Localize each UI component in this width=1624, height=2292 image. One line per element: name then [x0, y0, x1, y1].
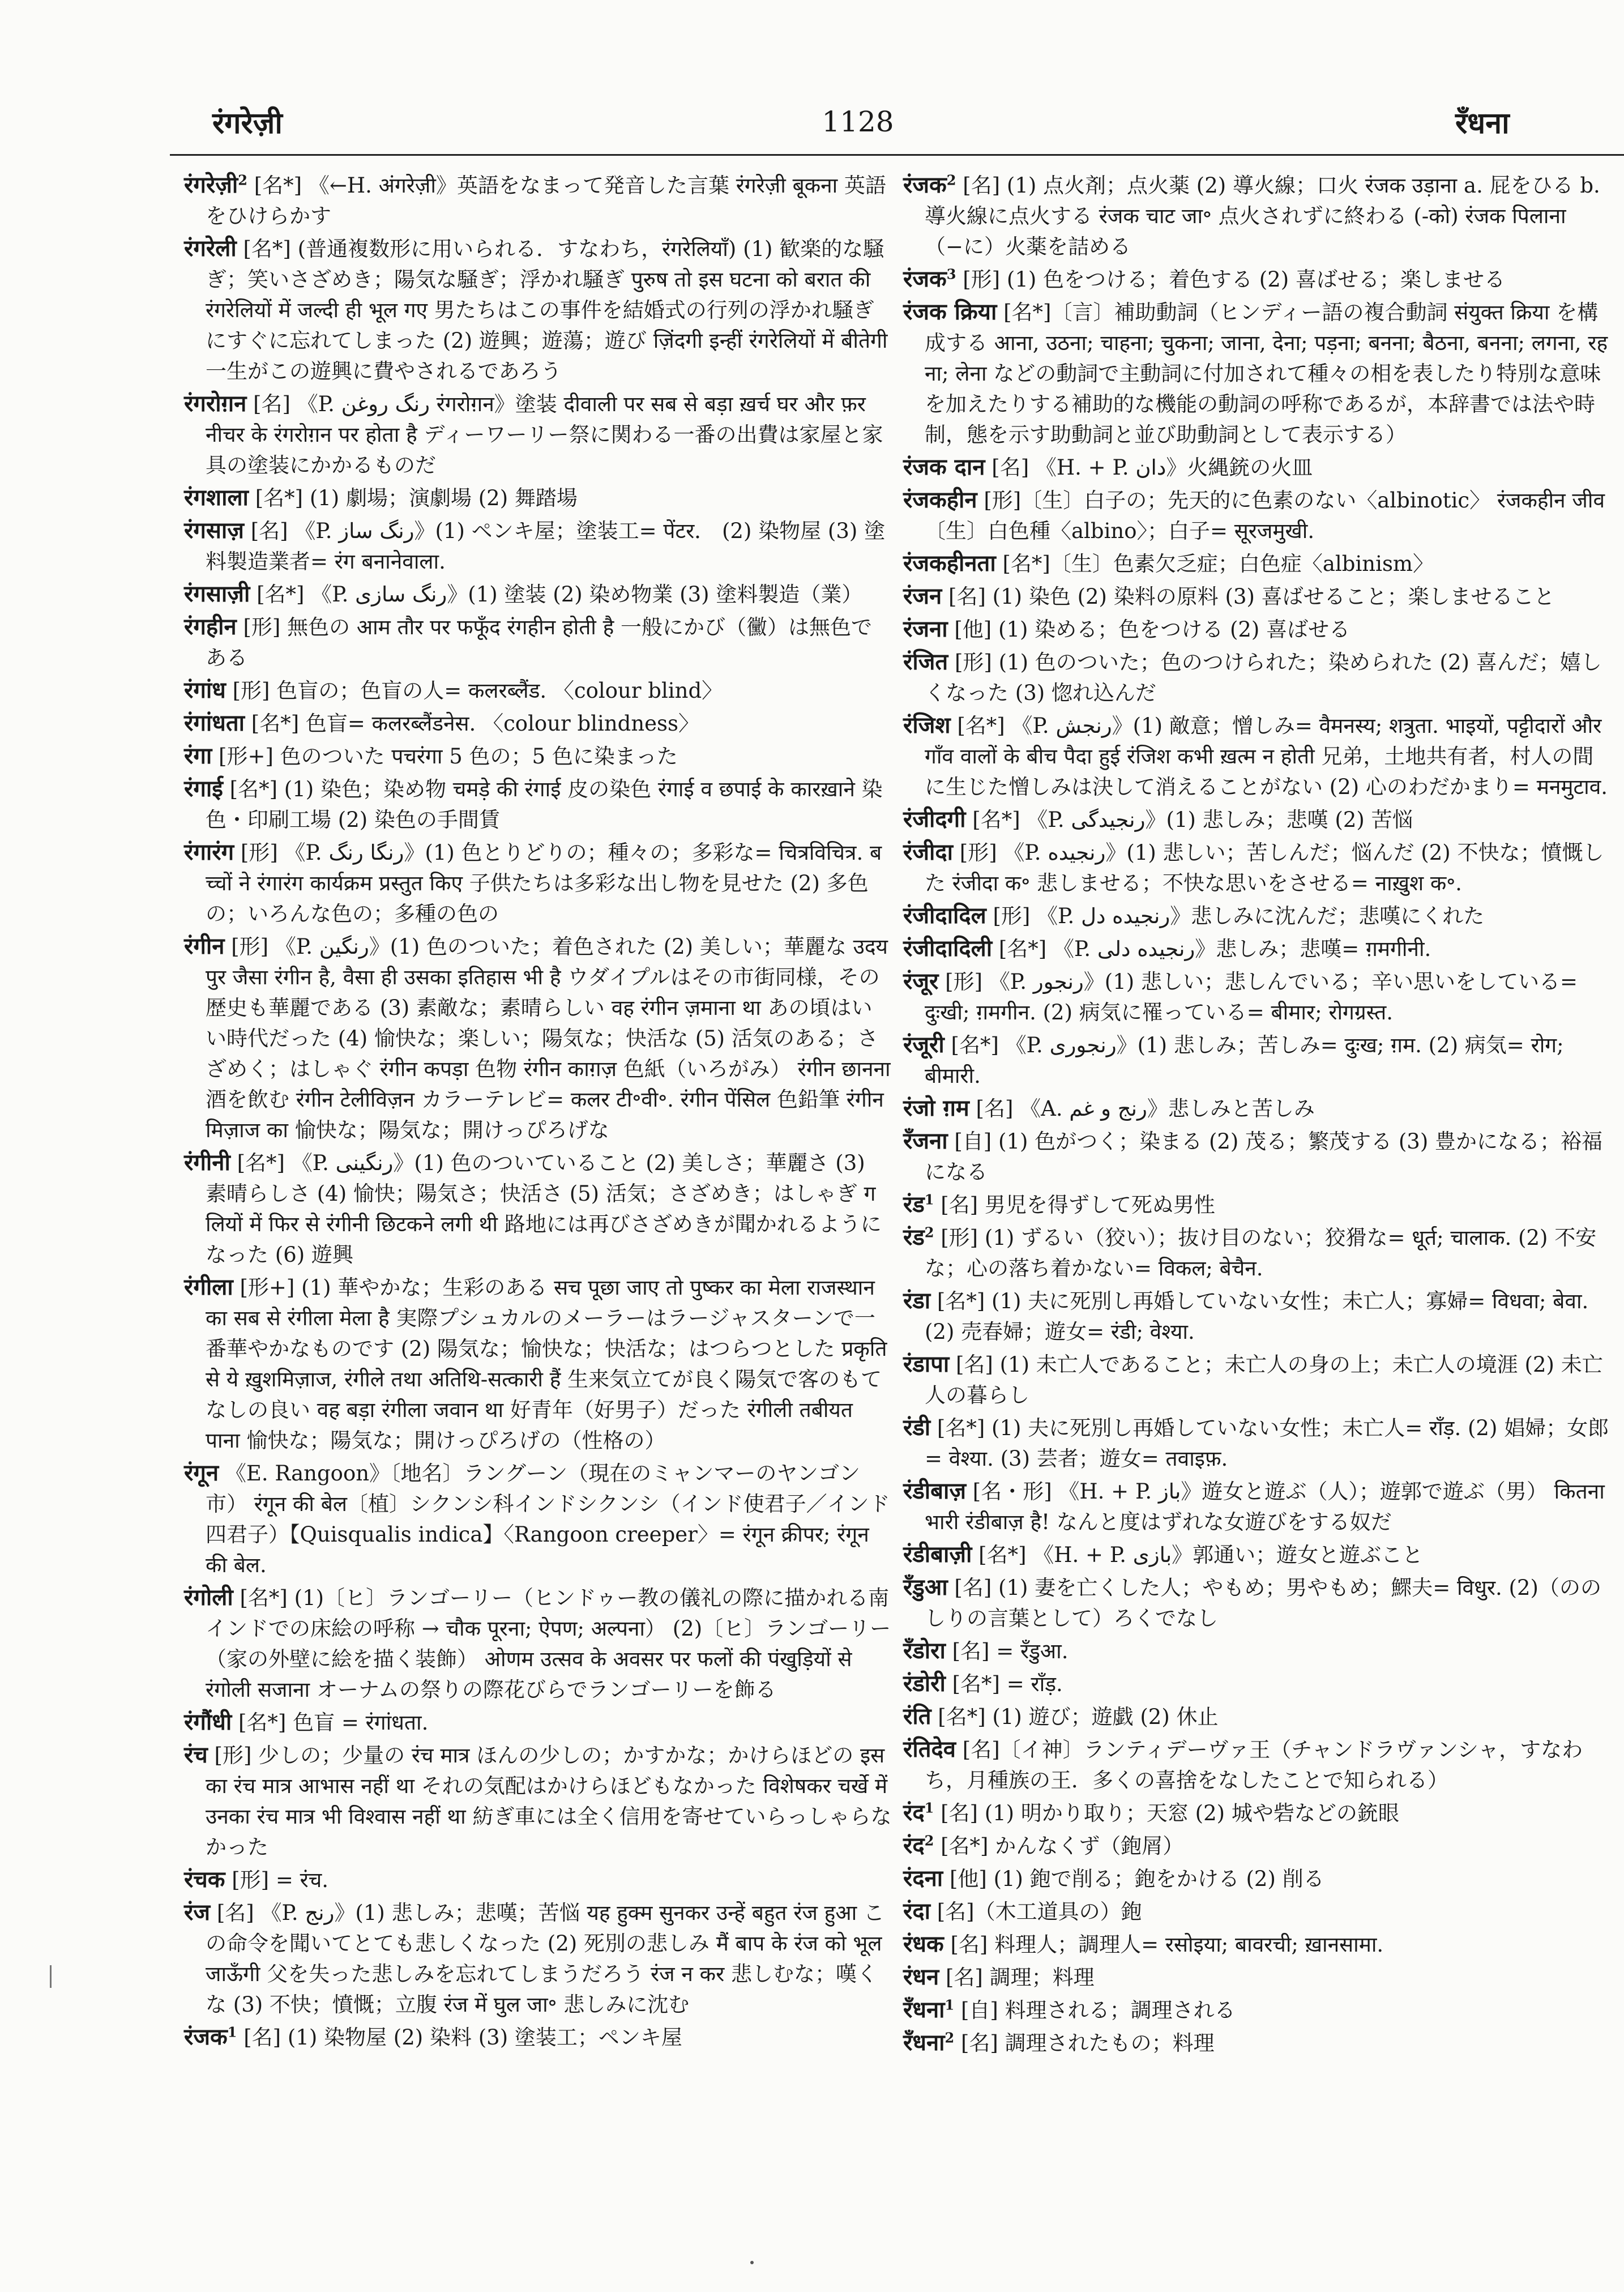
- dictionary-entry: [184, 170, 892, 232]
- entry-headword: रंधक: [903, 1931, 944, 1957]
- entry-homograph-number: 2: [945, 2029, 955, 2046]
- entry-headword: रंगहीन: [184, 613, 237, 640]
- entry-headword: रँडुआ: [903, 1574, 948, 1600]
- dictionary-entry: [184, 1897, 892, 2020]
- entry-definition: [名*] 《P. رنگ سازی》(1) 塗装 (2) 染め物業 (3) 塗料製造（業）: [257, 582, 863, 607]
- entry-headword: रंजो ग़म: [903, 1095, 969, 1121]
- header-first-headword: रंगरेज़ी: [212, 106, 283, 140]
- dictionary-entry: [184, 483, 892, 514]
- entry-definition: [名] 調理；料理: [945, 1965, 1095, 1990]
- dictionary-entry: [184, 2022, 892, 2053]
- entry-homograph-number: 1: [924, 1191, 934, 1208]
- dictionary-entry: [184, 774, 892, 835]
- entry-definition: [名] = रँडुआ.: [952, 1639, 1069, 1663]
- entry-definition: [名*] 色盲 = रंगांधता.: [238, 1710, 429, 1735]
- entry-definition: [名*] 《P. رنجیده دلی》悲しみ；悲嘆= ग़मगीनी.: [998, 937, 1431, 961]
- entry-headword: रंगीला: [184, 1274, 233, 1300]
- dictionary-entry: [184, 612, 892, 673]
- entry-headword: रंडा: [903, 1287, 931, 1314]
- dictionary-entry: [903, 647, 1611, 708]
- entry-definition: [名] 《H. + P. دان》火縄銃の火皿: [992, 455, 1313, 480]
- dictionary-entry: [184, 837, 892, 929]
- entry-headword: रंगारंग: [184, 839, 234, 865]
- dictionary-entry: [184, 1707, 892, 1738]
- entry-definition: [形] 色盲の；色盲の人= कलरब्लैंड. 〈colour blind〉: [232, 678, 723, 703]
- dictionary-entry: [903, 452, 1611, 483]
- entry-homograph-number: 1: [924, 1799, 934, 1816]
- entry-definition: [名] (1) 点火剤；点火薬 (2) 導火線；口火 रंजक उड़ाना a. 屁をひる b. 導火線に点火する रंजक चाट जा॰ 点火されずに終わる (-को) रंजक पिलाना （−に）火薬を詰める: [925, 173, 1600, 259]
- entry-definition: [名]（木工道具の）鉋: [937, 1900, 1142, 1924]
- entry-definition: [名] (1) 染色 (2) 染料の原料 (3) 喜ばせること；楽しませること: [948, 584, 1555, 609]
- entry-definition: [名] 《P. رنج》(1) 悲しみ；悲嘆；苦悩 यह हुक्म सुनकर उन्हें बहुत रंज हुआ この命令を聞いてとても悲しくなった (2) 死別の悲しみ मैं बाप के रंज को भूल जाऊँगी 父を失った悲しみを忘れてしまうだろう रंज न कर 悲しむな；嘆くな (3) 不快；憤慨；立腹 रंज में घुल जा॰ 悲しみに沈む: [206, 1901, 884, 2017]
- entry-headword: रंति: [903, 1703, 931, 1730]
- dictionary-entry: [903, 837, 1611, 899]
- header-rule: [170, 154, 1624, 156]
- dictionary-entry: [903, 1896, 1611, 1927]
- dictionary-entry: [903, 1412, 1611, 1474]
- entry-homograph-number: 3: [946, 266, 956, 283]
- dictionary-entry: [903, 1668, 1611, 1700]
- entry-definition: [名*] (1)〔ヒ〕ランゴーリー（ヒンドゥー教の儀礼の際に描かれる南インドでの床絵の呼称 → चौक पूरना; ऐपण; अल्पना） (2)〔ヒ〕ランゴーリー（家の外壁に絵を描く装飾） ओणम उत्सव के अवसर पर फलों की पंखुड़ियों से रंगोली सजाना オーナムの祭りの際花びらでランゴーリーを飾る: [206, 1586, 891, 1702]
- dictionary-entry: [184, 515, 892, 577]
- entry-definition: [名*] (1) 夫に死別し再婚していない女性；未亡人；寡婦= विधवा; बेवा. (2) 売春婦；遊女= रंडी; वेश्या.: [925, 1289, 1589, 1344]
- entry-headword: रंजकहीन: [903, 486, 977, 513]
- entry-definition: [名*] 《←H. अंगरेज़ी》英語をなまって発音した言葉 रंगरेज़ी बूकना 英語をひけらかす: [206, 173, 887, 228]
- entry-definition: [名] 《A. رنج و غم》悲しみと苦しみ: [976, 1096, 1315, 1121]
- entry-definition: [自] 料理される；調理される: [961, 1998, 1236, 2022]
- dictionary-entry: [903, 581, 1611, 612]
- entry-definition: [自] (1) 色がつく；染まる (2) 茂る；繁茂する (3) 豊かになる；裕福になる: [925, 1129, 1603, 1184]
- entry-headword: रंगरोग़न: [184, 390, 247, 417]
- entry-headword: रंजूर: [903, 968, 939, 995]
- entry-definition: [名] (1) 明かり取り；天窓 (2) 城や砦などの銃眼: [941, 1801, 1399, 1825]
- dictionary-entry: [184, 741, 892, 772]
- entry-homograph-number: 2: [924, 1832, 934, 1849]
- page-header: [0, 102, 1624, 153]
- right-column: [903, 170, 1611, 2060]
- page-number: 1128: [822, 105, 894, 138]
- entry-definition: [形] 《P. رنگا رنگ》(1) 色とりどりの；種々の；多彩な= चित्रविचित्र. बच्चों ने रंगारंग कार्यक्रम प्रस्तुत किए 子供たちは多彩な出し物を見せた (2) 多色の；いろんな色の；多種の色の: [206, 840, 882, 926]
- entry-definition: [名*] (1) 遊び；遊戯 (2) 休止: [938, 1705, 1219, 1729]
- entry-definition: [名] (1) 妻を亡くした人；やもめ；男やもめ；鰥夫= विधुर. (2)（ののしりの言葉として）ろくでなし: [925, 1576, 1601, 1631]
- entry-definition: [名*] (1) 夫に死別し再婚していない女性；未亡人= राँड़. (2) 娼婦；女郎= वेश्या. (3) 芸者；遊女= तवाइफ़.: [925, 1416, 1609, 1471]
- entry-definition: [名*]〔生〕色素欠乏症；白色症〈albinism〉: [1002, 552, 1434, 576]
- entry-definition: [名*] 《P. رنجش》(1) 敵意；憎しみ= वैमनस्य; शत्रुता. भाइयों, पट्टीदारों और गाँव वालों के बीच पैदा हुई रंजिश कभी ख़त्म न होती 兄弟，土地共有者，村人の間に生じた憎しみは決して消えることがない (2) 心のわだかまり= मनमुटाव.: [925, 714, 1608, 799]
- dictionary-entry: [903, 1830, 1611, 1862]
- dictionary-entry: [903, 1863, 1611, 1894]
- entry-definition: [形+] (1) 華やかな；生彩のある सच पूछा जाए तो पुष्कर का मेला राजस्थान का सब से रंगीला मेला है 実際プシュカルのメーラーはラージャスターンで一番華やかなものです (2) 陽気な；愉快な；快活な；はつらつとした प्रकृति से ये ख़ुशमिज़ाज, रंगीले तथा अतिथि-सत्कारी हैं 生来気立てが良く陽気で客のもてなしの良い वह बड़ा रंगीला जवान था 好青年（好男子）だった रंगीली तबीयत पाना 愉快な；陽気な；開けっぴろげの（性格の）: [206, 1275, 887, 1453]
- entry-definition: [形] 《P. رنجور》(1) 悲しい；悲しんでいる；辛い思いをしている= दुःखी; ग़मगीन. (2) 病気に罹っている= बीमार; रोगग्रस्त.: [925, 970, 1578, 1025]
- dictionary-entry: [903, 710, 1611, 803]
- dictionary-entry: [903, 1349, 1611, 1411]
- entry-headword: रंदा: [903, 1898, 930, 1924]
- entry-headword: रंड: [903, 1224, 925, 1250]
- entry-definition: [名*] (1) 染色；染め物 चमड़े की रंगाई 皮の染色 रंगाई व छपाई के कारख़ाने 染色・印刷工場 (2) 染色の手間賃: [206, 777, 883, 832]
- dictionary-entry: [903, 966, 1611, 1028]
- entry-headword: रंद: [903, 1832, 925, 1859]
- entry-definition: [名] (1) 未亡人であること；未亡人の身の上；未亡人の境涯 (2) 未亡人の暮らし: [925, 1352, 1603, 1407]
- entry-definition: [名] 料理人；調理人= रसोइया; बावरची; ख़ानसामा.: [950, 1932, 1384, 1957]
- entry-headword: रंगांध: [184, 677, 226, 703]
- dictionary-entry: [184, 1740, 892, 1863]
- dictionary-entry: [903, 264, 1611, 295]
- entry-headword: रंधन: [903, 1964, 939, 1990]
- entry-definition: [名] 調理されたもの；料理: [961, 2031, 1215, 2055]
- dictionary-entry: [903, 170, 1611, 262]
- dictionary-entry: [903, 1286, 1611, 1347]
- entry-headword: रंचक: [184, 1866, 225, 1893]
- entry-definition: [形] = रंच.: [232, 1868, 329, 1892]
- dictionary-entry: [184, 1582, 892, 1705]
- entry-headword: रंगाई: [184, 775, 223, 802]
- entry-homograph-number: 2: [946, 172, 956, 189]
- dictionary-entry: [903, 1734, 1611, 1796]
- dictionary-entry: [903, 1539, 1611, 1570]
- entry-definition: [形] (1) 色のついた；色のつけられた；染められた (2) 喜んだ；嬉しくなった (3) 惚れ込んだ: [925, 650, 1602, 705]
- dictionary-entry: [903, 1962, 1611, 1993]
- entry-headword: रंजन: [903, 583, 942, 609]
- dictionary-entry: [903, 548, 1611, 579]
- entry-definition: [名*]〔言〕補助動詞（ヒンディー語の複合動詞 संयुक्त क्रिया を構成する आना, उठना; चाहना; चुकना; जाना, देना; पड़ना; बनना; बैठना, बनना; लगना, रहना; लेना などの動詞で主動詞に付加されて種々の相を表したり特別な意味を加えたりする補助的な機能の動詞の呼称であるが，本辞書では法や時制，態を示す助動詞と並び助動詞として表示する）: [925, 300, 1608, 447]
- entry-headword: रंगा: [184, 742, 212, 769]
- dictionary-entry: [184, 579, 892, 610]
- entry-headword: रंजीदगी: [903, 806, 966, 833]
- entry-headword: रंजकहीनता: [903, 550, 996, 577]
- entry-definition: [他] (1) 鉋で削る；鉋をかける (2) 削る: [949, 1867, 1324, 1891]
- entry-definition: [名*] 《P. رنگینی》(1) 色のついていること (2) 美しさ；華麗さ (3) 素晴らしさ (4) 愉快；陽気さ；快活さ (5) 活気；さざめき；はしゃぎ गलियों में फिर से रंगीनी छिटकने लगी थी 路地には再びさざめきが聞かれるようになった (6) 遊興: [206, 1151, 882, 1267]
- entry-headword: रंडीबाज़ी: [903, 1541, 972, 1568]
- entry-definition: [形+] 色のついた पचरंगा 5 色の；5 色に染まった: [219, 744, 678, 769]
- entry-definition: [名・形] 《H. + P. باز》遊女と遊ぶ（人）；遊郭で遊ぶ（男） कितना भारी रंडीबाज़ है! なんと度はずれな女遊びをする奴だ: [925, 1479, 1605, 1534]
- entry-headword: रंद: [903, 1799, 925, 1826]
- dictionary-entry: [184, 1272, 892, 1456]
- entry-headword: रंजूरी: [903, 1031, 945, 1058]
- dictionary-entry: [903, 1093, 1611, 1124]
- dictionary-entry: [903, 804, 1611, 835]
- entry-definition: [名*] 《P. رنجوری》(1) 悲しみ；苦しみ= दुःख; ग़म. (2) 病気= रोग; बीमारी.: [925, 1033, 1564, 1088]
- dictionary-entry: [903, 900, 1611, 932]
- entry-headword: रंज: [184, 1899, 211, 1926]
- left-column: [184, 170, 892, 2055]
- entry-definition: [名]〔イ神〕ランティデーヴァ王（チャンドラヴァンシャ，すなわち，月種族の王．多くの喜捨をなしたことで知られる）: [925, 1738, 1583, 1792]
- entry-headword: रंड: [903, 1191, 925, 1218]
- entry-headword: रंजक: [184, 2024, 228, 2050]
- dictionary-entry: [903, 1476, 1611, 1538]
- entry-headword: रंडापा: [903, 1351, 950, 1377]
- entry-definition: [名*] (1) 劇場；演劇場 (2) 舞踏場: [255, 486, 578, 510]
- entry-headword: रंदना: [903, 1865, 943, 1892]
- entry-headword: रंगोली: [184, 1584, 233, 1611]
- entry-definition: [形]〔生〕白子の；先天的に色素のない〈albinotic〉 रंजकहीन जीव〔生〕白色種〈albino〉；白子= सूरजमुखी.: [925, 488, 1605, 543]
- entry-definition: [名*] 色盲= कलरब्लैंडनेस. 〈colour blindness〉: [251, 711, 700, 736]
- entry-headword: रंगसाज़: [184, 517, 244, 544]
- dictionary-entry: [903, 1929, 1611, 1960]
- entry-definition: [名] 《P. رنگ روغن रंगरोग़न》塗装 दीवाली पर सब से बड़ा ख़र्च घर और फ़रनीचर के रंगरोग़न पर होता है ディーワーリー祭に関わる一番の出費は家屋と家具の塗装にかかるものだ: [206, 392, 883, 477]
- entry-definition: [名] 《P. رنگ ساز》(1) ペンキ屋；塗装工= पेंटर． (2) 染物屋 (3) 塗料製造業者= रंग बनानेवाला.: [206, 519, 886, 574]
- entry-headword: रंजक: [903, 172, 947, 198]
- dictionary-entry: [903, 1222, 1611, 1284]
- dictionary-entry: [903, 933, 1611, 964]
- dictionary-entry: [184, 1864, 892, 1896]
- entry-headword: रंडीबाज़: [903, 1478, 966, 1504]
- entry-headword: रंजना: [903, 616, 948, 642]
- dictionary-entry: [903, 2028, 1611, 2059]
- dictionary-entry: [903, 1189, 1611, 1220]
- entry-homograph-number: 1: [227, 2024, 237, 2041]
- entry-definition: [形] (1) ずるい（狡い）；抜け目のない；狡猾な= धूर्त; चालाक. (2) 不安な；心の落ち着かない= विकल; बेचैन.: [925, 1226, 1597, 1281]
- entry-headword: रंडोरी: [903, 1670, 946, 1697]
- dictionary-entry: [903, 485, 1611, 547]
- entry-headword: रंगून: [184, 1459, 219, 1486]
- entry-definition: [名*] (普通複数形に用いられる．すなわち，रंगरेलियाँ) (1) 歓楽的な騒ぎ；笑いさざめき；陽気な騒ぎ；浮かれ騒ぎ पुरुष तो इस घटना को बरात की रंगरेलियों में जल्दी ही भूल गए 男たちはこの事件を結婚式の行列の浮かれ騒ぎにすぐに忘れてしまった (2) 遊興；遊蕩；遊び ज़िंदगी इन्हीं रंगरेलियों में बीतेगी 一生がこの遊興に費やされるであろう: [206, 237, 888, 383]
- entry-definition: 《E. Rangoon》〔地名〕ラングーン（現在のミャンマーのヤンゴン市） रंगून की बेल〔植〕シクンシ科インドシクンシ（インド使君子／インド四君子）【Quisqualis indica】〈Rangoon creeper〉= रंगून क्रीपर; रंगून की बेल.: [206, 1461, 890, 1577]
- entry-headword: रँधना: [903, 2029, 945, 2056]
- entry-headword: रंगीनी: [184, 1149, 230, 1176]
- dictionary-entry: [903, 1701, 1611, 1732]
- entry-headword: रंजीदादिली: [903, 935, 993, 962]
- entry-definition: [形] 《P. رنگین》(1) 色のついた；着色された (2) 美しい；華麗な उदयपुर जैसा रंगीन है, वैसा ही उसका इतिहास भी है ウダイプルはその市街同様，その歴史も華麗である (3) 素敵な；素晴らしい वह रंगीन ज़माना था あの頃はいい時代だった (4) 愉快な；楽しい；陽気な；快活な (5) 活気のある；さざめく；はしゃぐ रंगीन कपड़ा 色物 रंगीन काग़ज़ 色紙（いろがみ） रंगीन छानना 酒を飲む रंगीन टेलीविज़न カラーテレビ= कलर टी॰वी॰. रंगीन पेंसिल 色鉛筆 रंगीन मिज़ाज का 愉快な；陽気な；開けっぴろげな: [206, 934, 891, 1142]
- entry-definition: [形] 少しの；少量の रंच मात्र ほんの少しの；かすかな；かけらほどの इसका रंच मात्र आभास नहीं था それの気配はかけらほどもなかった विशेषकर चर्खे में उनका रंच मात्र भी विश्वास नहीं था 紡ぎ車には全く信用を寄せていらっしゃらなかった: [206, 1743, 892, 1859]
- entry-definition: [名*] かんなくず（鉋屑）: [941, 1834, 1184, 1858]
- entry-headword: रंच: [184, 1742, 208, 1768]
- entry-headword: रंजक क्रिया: [903, 298, 997, 325]
- entry-definition: [名*] 《P. رنجیدگی》(1) 悲しみ；悲嘆 (2) 苦悩: [972, 808, 1413, 832]
- entry-headword: रँडोरा: [903, 1637, 946, 1664]
- dictionary-entry: [903, 1572, 1611, 1634]
- dictionary-entry: [184, 708, 892, 739]
- entry-headword: रंजिश: [903, 712, 951, 739]
- entry-headword: रंजक दान: [903, 454, 985, 480]
- header-last-headword: रँधना: [1455, 106, 1510, 140]
- entry-headword: रंगौंधी: [184, 1709, 232, 1735]
- dictionary-entry: [184, 1458, 892, 1581]
- entry-definition: [名*] 《H. + P. بازی》郭通い；遊女と遊ぶこと: [978, 1543, 1424, 1567]
- dictionary-entry: [903, 1798, 1611, 1829]
- dictionary-entry: [903, 1126, 1611, 1188]
- entry-headword: रंजित: [903, 648, 948, 675]
- dictionary-entry: [184, 675, 892, 706]
- margin-mark: [50, 1965, 52, 1988]
- entry-homograph-number: 2: [924, 1224, 934, 1241]
- dictionary-entry: [903, 1636, 1611, 1667]
- entry-definition: [名] (1) 染物屋 (2) 染料 (3) 塗装工；ペンキ屋: [243, 2025, 682, 2050]
- entry-headword: रंगरेज़ी: [184, 172, 238, 198]
- entry-definition: [形] 《P. رنجیده دل》悲しみに沈んだ；悲嘆にくれた: [993, 904, 1485, 928]
- dictionary-entry: [903, 1995, 1611, 2026]
- dictionary-entry: [184, 931, 892, 1146]
- entry-headword: रँधना: [903, 1996, 945, 2023]
- entry-definition: [形] 《P. رنجیده》(1) 悲しい；苦しんだ；悩んだ (2) 不快な；憤慨した रंजीदा क॰ 悲しませる；不快な思いをさせる= नाख़ुश क॰.: [925, 840, 1604, 895]
- entry-definition: [形] (1) 色をつける；着色する (2) 喜ばせる；楽しませる: [963, 267, 1505, 292]
- entry-headword: रंतिदेव: [903, 1736, 956, 1762]
- entry-definition: [形] 無色の आम तौर पर फफूँद रंगहीन होती है 一般にかび（黴）は無色である: [206, 615, 873, 670]
- dictionary-entry: [184, 1147, 892, 1270]
- entry-definition: [他] (1) 染める；色をつける (2) 喜ばせる: [954, 617, 1351, 642]
- dictionary-entry: [184, 389, 892, 481]
- entry-homograph-number: 1: [945, 1996, 955, 2013]
- entry-headword: रंगसाज़ी: [184, 581, 250, 607]
- dictionary-entry: [903, 1030, 1611, 1091]
- entry-headword: रंगशाला: [184, 484, 249, 511]
- dictionary-entry: [184, 233, 892, 387]
- dictionary-entry: [903, 297, 1611, 450]
- entry-headword: रंडी: [903, 1414, 931, 1441]
- entry-definition: [名*] = राँड़.: [952, 1672, 1063, 1696]
- entry-headword: रंगरेली: [184, 235, 237, 262]
- entry-headword: रंगीन: [184, 933, 225, 959]
- entry-headword: रंजक: [903, 266, 947, 292]
- page-dot: [750, 2261, 754, 2264]
- entry-headword: रंजीदादिल: [903, 902, 986, 929]
- entry-definition: [名] 男児を得ずして死ぬ男性: [941, 1193, 1215, 1217]
- entry-headword: रंगांधता: [184, 710, 245, 736]
- entry-headword: रँजना: [903, 1128, 948, 1154]
- entry-headword: रंजीदा: [903, 839, 953, 865]
- dictionary-entry: [903, 614, 1611, 645]
- entry-homograph-number: 2: [238, 172, 247, 189]
